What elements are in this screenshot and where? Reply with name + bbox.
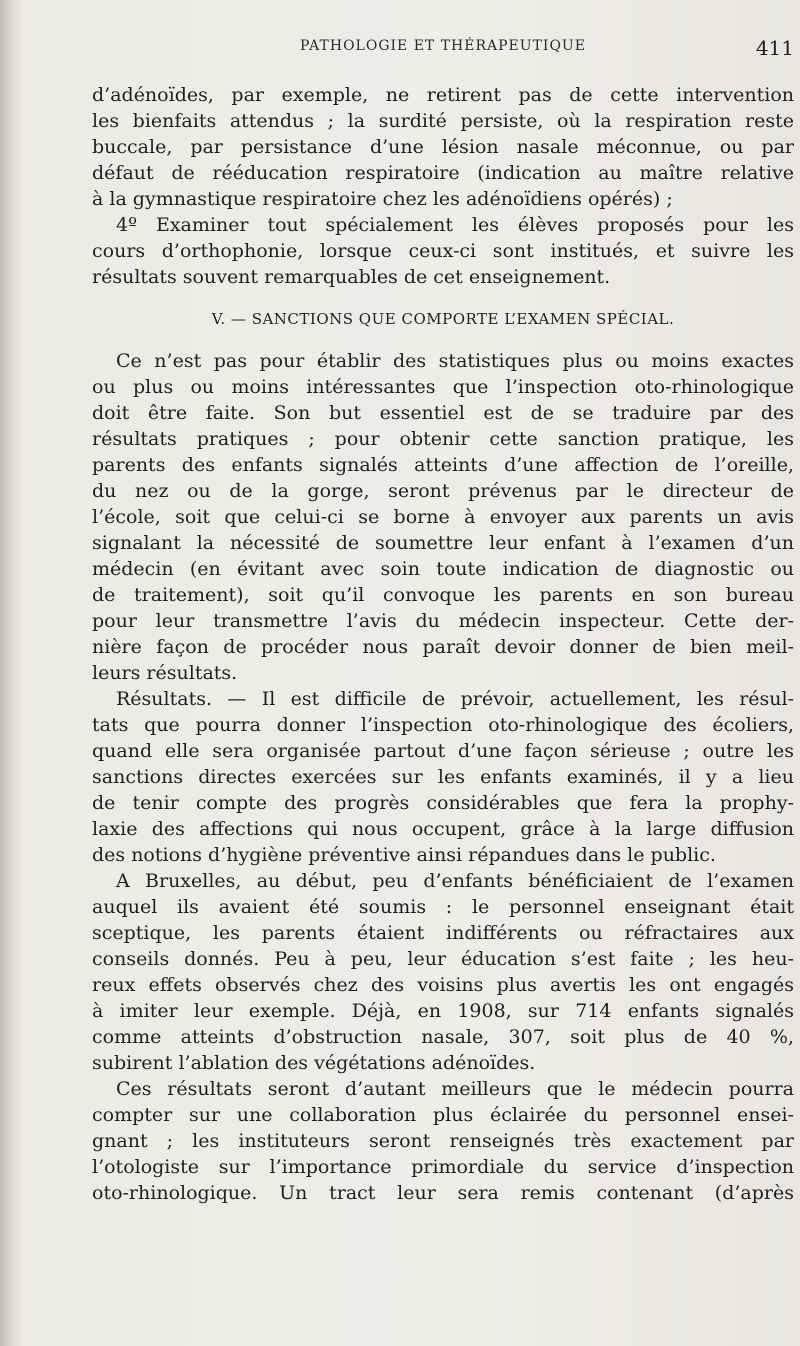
spacer	[92, 290, 794, 304]
text-line: ou plus ou moins intéressantes que l’inspection oto-rhinologique	[92, 376, 794, 398]
text-line: tats que pourra donner l’inspection oto-rhinologique des écoliers,	[92, 714, 794, 736]
page-spine-shadow	[0, 0, 22, 1346]
text-line: à imiter leur exemple. Déjà, en 1908, sur 714 enfants signalés	[92, 1000, 794, 1022]
body-text	[92, 82, 794, 1206]
text-line: résultats pratiques ; pour obtenir cette sanction pratique, les	[92, 428, 794, 450]
text-line: conseils donnés. Peu à peu, leur éducation s’est faite ; les heu-	[92, 948, 794, 970]
text-line: à la gymnastique respiratoire chez les adénoïdiens opérés) ;	[92, 188, 673, 210]
text-line: buccale, par persistance d’une lésion nasale méconnue, ou par	[92, 136, 794, 158]
text-line: Résultats. — Il est difficile de prévoir, actuellement, les résul-	[116, 688, 794, 710]
text-line: nière façon de procéder nous paraît devoir donner de bien meil-	[92, 636, 794, 658]
text-line: l’otologiste sur l’importance primordiale du service d’inspection	[92, 1156, 794, 1178]
page-header	[92, 36, 794, 66]
section-heading: V. — SANCTIONS QUE COMPORTE L’EXAMEN SPÉCIAL.	[211, 310, 675, 328]
spacer	[92, 334, 794, 348]
text-line: sceptique, les parents étaient indifférents ou réfractaires aux	[92, 922, 794, 944]
text-line: compter sur une collaboration plus éclairée du personnel ensei-	[92, 1104, 794, 1126]
text-line: comme atteints d’obstruction nasale, 307, soit plus de 40 %,	[92, 1026, 794, 1048]
text-line: sanctions directes exercées sur les enfants examinés, il y a lieu	[92, 766, 794, 788]
text-line: 4º Examiner tout spécialement les élèves proposés pour les	[116, 214, 794, 236]
text-line: subirent l’ablation des végétations adénoïdes.	[92, 1052, 536, 1074]
text-line: auquel ils avaient été soumis : le personnel enseignant était	[92, 896, 794, 918]
text-line: des notions d’hygiène préventive ainsi répandues dans le public.	[92, 844, 716, 866]
text-line: quand elle sera organisée partout d’une façon sérieuse ; outre les	[92, 740, 794, 762]
text-line: résultats souvent remarquables de cet enseignement.	[92, 266, 611, 288]
text-line: oto-rhinologique. Un tract leur sera remis contenant (d’après	[92, 1182, 794, 1204]
text-line: A Bruxelles, au début, peu d’enfants bénéficiaient de l’examen	[116, 870, 794, 892]
text-line: de traitement), soit qu’il convoque les parents en son bureau	[92, 584, 794, 606]
text-line: laxie des affections qui nous occupent, grâce à la large diffusion	[92, 818, 794, 840]
text-line: Ces résultats seront d’autant meilleurs que le médecin pourra	[116, 1078, 794, 1100]
page-number: 411	[755, 36, 794, 60]
text-line: cours d’orthophonie, lorsque ceux-ci sont institués, et suivre les	[92, 240, 794, 262]
text-line: leurs résultats.	[92, 662, 238, 684]
text-line: parents des enfants signalés atteints d’une affection de l’oreille,	[92, 454, 794, 476]
text-line: doit être faite. Son but essentiel est de se traduire par des	[92, 402, 794, 424]
text-line: défaut de rééducation respiratoire (indication au maître relative	[92, 162, 794, 184]
text-line: de tenir compte des progrès considérables que fera la prophy-	[92, 792, 794, 814]
text-line: du nez ou de la gorge, seront prévenus par le directeur de	[92, 480, 794, 502]
text-line: reux effets observés chez des voisins plus avertis les ont engagés	[92, 974, 794, 996]
running-head: PATHOLOGIE ET THÉRAPEUTIQUE	[300, 38, 586, 54]
text-line: gnant ; les instituteurs seront renseignés très exactement par	[92, 1130, 794, 1152]
text-line: médecin (en évitant avec soin toute indication de diagnostic ou	[92, 558, 794, 580]
text-line: les bienfaits attendus ; la surdité persiste, où la respiration reste	[92, 110, 794, 132]
text-line: l’école, soit que celui-ci se borne à envoyer aux parents un avis	[92, 506, 794, 528]
text-line: Ce n’est pas pour établir des statistiques plus ou moins exactes	[116, 350, 794, 372]
text-line: d’adénoïdes, par exemple, ne retirent pas de cette intervention	[92, 84, 794, 106]
text-line: signalant la nécessité de soumettre leur enfant à l’examen d’un	[92, 532, 794, 554]
text-line: pour leur transmettre l’avis du médecin inspecteur. Cette der-	[92, 610, 794, 632]
